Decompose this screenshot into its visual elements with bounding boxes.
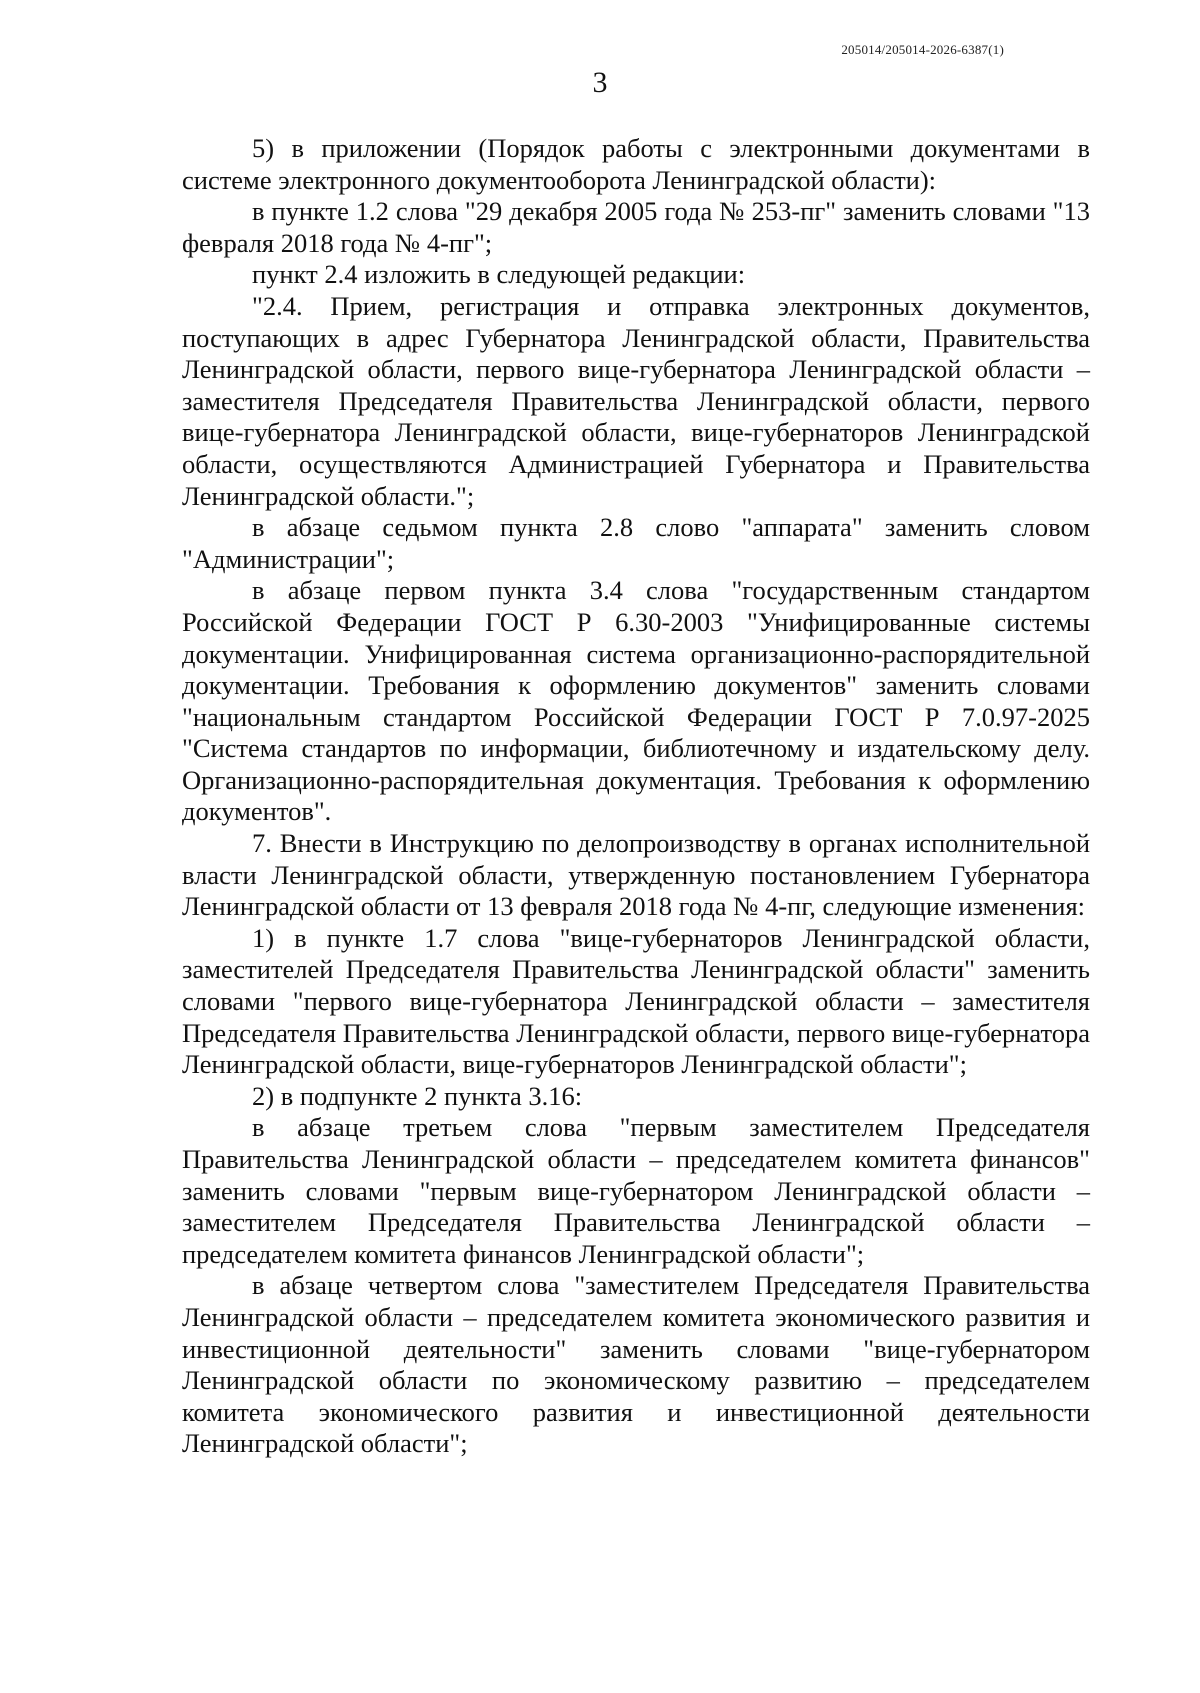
paragraph-subpoint-fourth: в абзаце четвертом слова "заместителем Председателя Правительства Ленинградской области – председателем комитета экономического развития и инвестиционной деятельности" заменить словами "вице-губернатором Ленинградской области по экономическому развитию – председателем комитета экономического развития и инвестиционной деятельности Ленинградской области"; xyxy=(182,1270,1090,1459)
paragraph-point-2-8: в абзаце седьмом пункта 2.8 слово "аппарата" заменить словом "Администрации"; xyxy=(182,512,1090,574)
paragraph-point-2-4-intro: пункт 2.4 изложить в следующей редакции: xyxy=(252,259,746,290)
page-number: 3 xyxy=(592,66,608,99)
paragraph-appendix-item-5: 5) в приложении (Порядок работы с электронными документами в системе электронного документооборота Ленинградской области): xyxy=(182,133,1090,195)
document-registration-code: 205014/205014-2026-6387(1) xyxy=(841,42,1004,57)
paragraph-item-7: 7. Внести в Инструкцию по делопроизводству в органах исполнительной власти Ленинградской области, утвержденную постановлением Губернатора Ленинградской области от 13 февраля 2018 года № 4-пг, следующие изменения: xyxy=(182,828,1090,922)
document-body xyxy=(182,133,1090,1460)
paragraph-point-1-2: в пункте 1.2 слова "29 декабря 2005 года № 253-пг" заменить словами "13 февраля 2018 года № 4-пг"; xyxy=(182,196,1090,258)
paragraph-item-7-1: 1) в пункте 1.7 слова "вице-губернаторов Ленинградской области, заместителей Председателя Правительства Ленинградской области" заменить словами "первого вице-губернатора Ленинградской области – заместителя Председателя Правительства Ленинградской области, первого вице-губернатора Ленинградской области, вице-губернаторов Ленинградской области"; xyxy=(182,922,1090,1080)
paragraph-item-7-2: 2) в подпункте 2 пункта 3.16: xyxy=(252,1080,583,1111)
paragraph-subpoint-third: в абзаце третьем слова "первым заместителем Председателя Правительства Ленинградской области – председателем комитета финансов" заменить словами "первым вице-губернатором Ленинградской области – заместителем Председателя Правительства Ленинградской области – председателем комитета финансов Ленинградской области"; xyxy=(182,1112,1090,1269)
paragraph-point-3-4: в абзаце первом пункта 3.4 слова "государственным стандартом Российской Федерации ГОСТ Р 6.30-2003 "Унифицированные системы документации. Унифицированная система организационно-распорядительной документации. Требования к оформлению документов" заменить словами "национальным стандартом Российской Федерации ГОСТ Р 7.0.97-2025 "Система стандартов по информации, библиотечному и издательскому делу. Организационно-распорядительная документация. Требования к оформлению документов". xyxy=(182,575,1090,827)
paragraph-point-2-4-text: "2.4. Прием, регистрация и отправка электронных документов, поступающих в адрес Губернатора Ленинградской области, Правительства Ленинградской области, первого вице-губернатора Ленинградской области – заместителя Председателя Правительства Ленинградской области, первого вице-губернатора Ленинградской области, вице-губернаторов Ленинградской области, осуществляются Администрацией Губернатора и Правительства Ленинградской области."; xyxy=(182,290,1090,511)
